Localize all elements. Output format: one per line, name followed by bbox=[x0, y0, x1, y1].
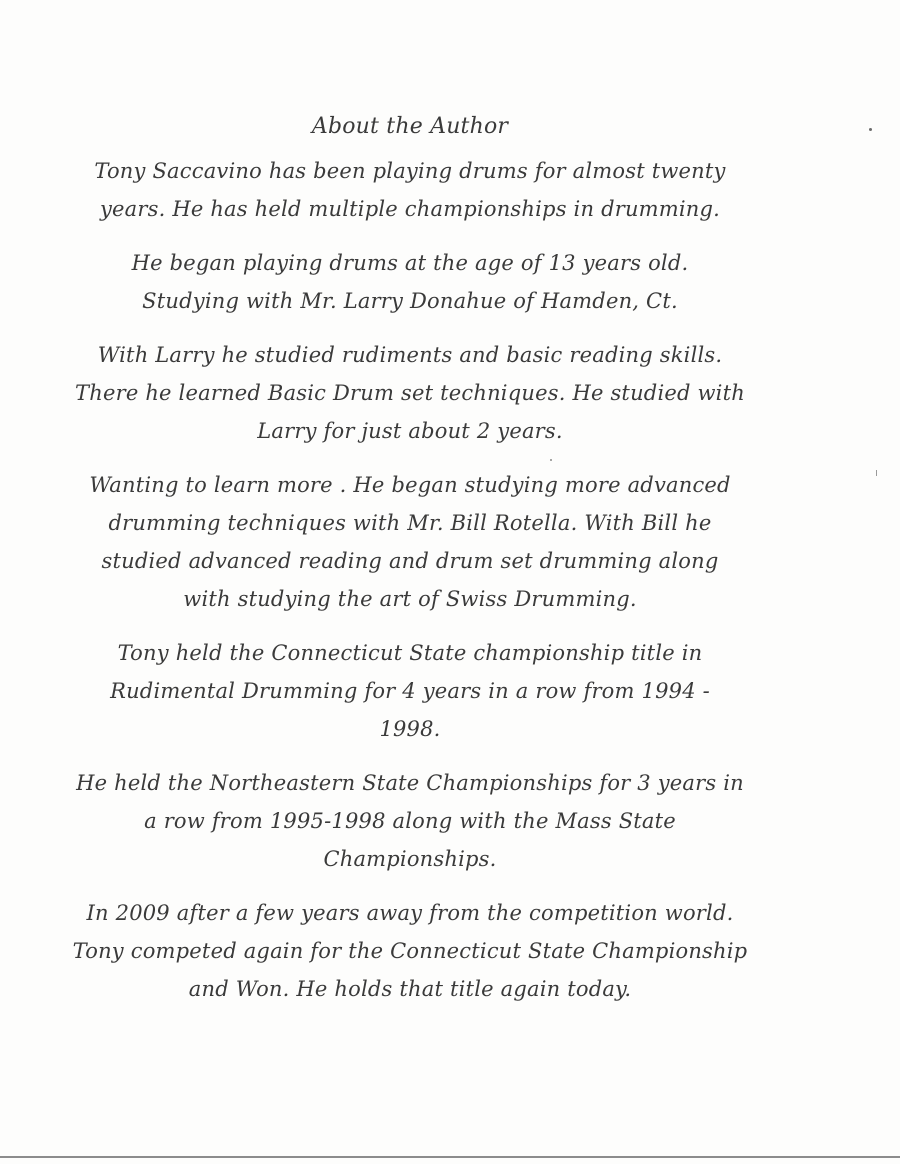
text-line: Tony competed again for the Connecticut State Championship bbox=[72, 939, 748, 963]
text-line: Rudimental Drumming for 4 years in a row from 1994 - bbox=[110, 679, 710, 703]
text-line: and Won. He holds that title again today. bbox=[188, 977, 632, 1001]
text-line: Tony held the Connecticut State championship title in bbox=[117, 641, 703, 665]
page-bottom-edge bbox=[0, 1156, 900, 1158]
text-line: drumming techniques with Mr. Bill Rotella. With Bill he bbox=[108, 511, 712, 535]
paragraph-intro bbox=[60, 152, 760, 228]
scan-speck bbox=[876, 470, 877, 476]
scan-speck bbox=[550, 459, 552, 461]
paragraph-connecticut-title bbox=[60, 634, 760, 748]
text-line: Studying with Mr. Larry Donahue of Hamden, Ct. bbox=[142, 289, 678, 313]
text-line: years. He has held multiple championships in drumming. bbox=[99, 197, 721, 221]
text-line: With Larry he studied rudiments and basic reading skills. bbox=[97, 343, 723, 367]
text-line: Larry for just about 2 years. bbox=[257, 419, 563, 443]
text-line: In 2009 after a few years away from the competition world. bbox=[86, 901, 734, 925]
author-bio bbox=[60, 108, 760, 1024]
paragraph-larry bbox=[60, 336, 760, 450]
text-line: He began playing drums at the age of 13 years old. bbox=[131, 251, 689, 275]
page-title: About the Author bbox=[311, 114, 509, 139]
text-line: He held the Northeastern State Championships for 3 years in bbox=[76, 771, 744, 795]
paragraph-beginnings bbox=[60, 244, 760, 320]
text-line: There he learned Basic Drum set techniques. He studied with bbox=[75, 381, 745, 405]
text-line: Tony Saccavino has been playing drums for almost twenty bbox=[94, 159, 726, 183]
text-line: studied advanced reading and drum set drumming along bbox=[101, 549, 719, 573]
paragraph-bill bbox=[60, 466, 760, 618]
scan-speck bbox=[869, 128, 872, 131]
text-line: with studying the art of Swiss Drumming. bbox=[183, 587, 637, 611]
text-line: Wanting to learn more . He began studying more advanced bbox=[89, 473, 731, 497]
text-line: 1998. bbox=[379, 717, 441, 741]
paragraph-2009 bbox=[60, 894, 760, 1008]
text-line: Championships. bbox=[323, 847, 497, 871]
paragraph-northeastern bbox=[60, 764, 760, 878]
text-line: a row from 1995-1998 along with the Mass State bbox=[144, 809, 676, 833]
